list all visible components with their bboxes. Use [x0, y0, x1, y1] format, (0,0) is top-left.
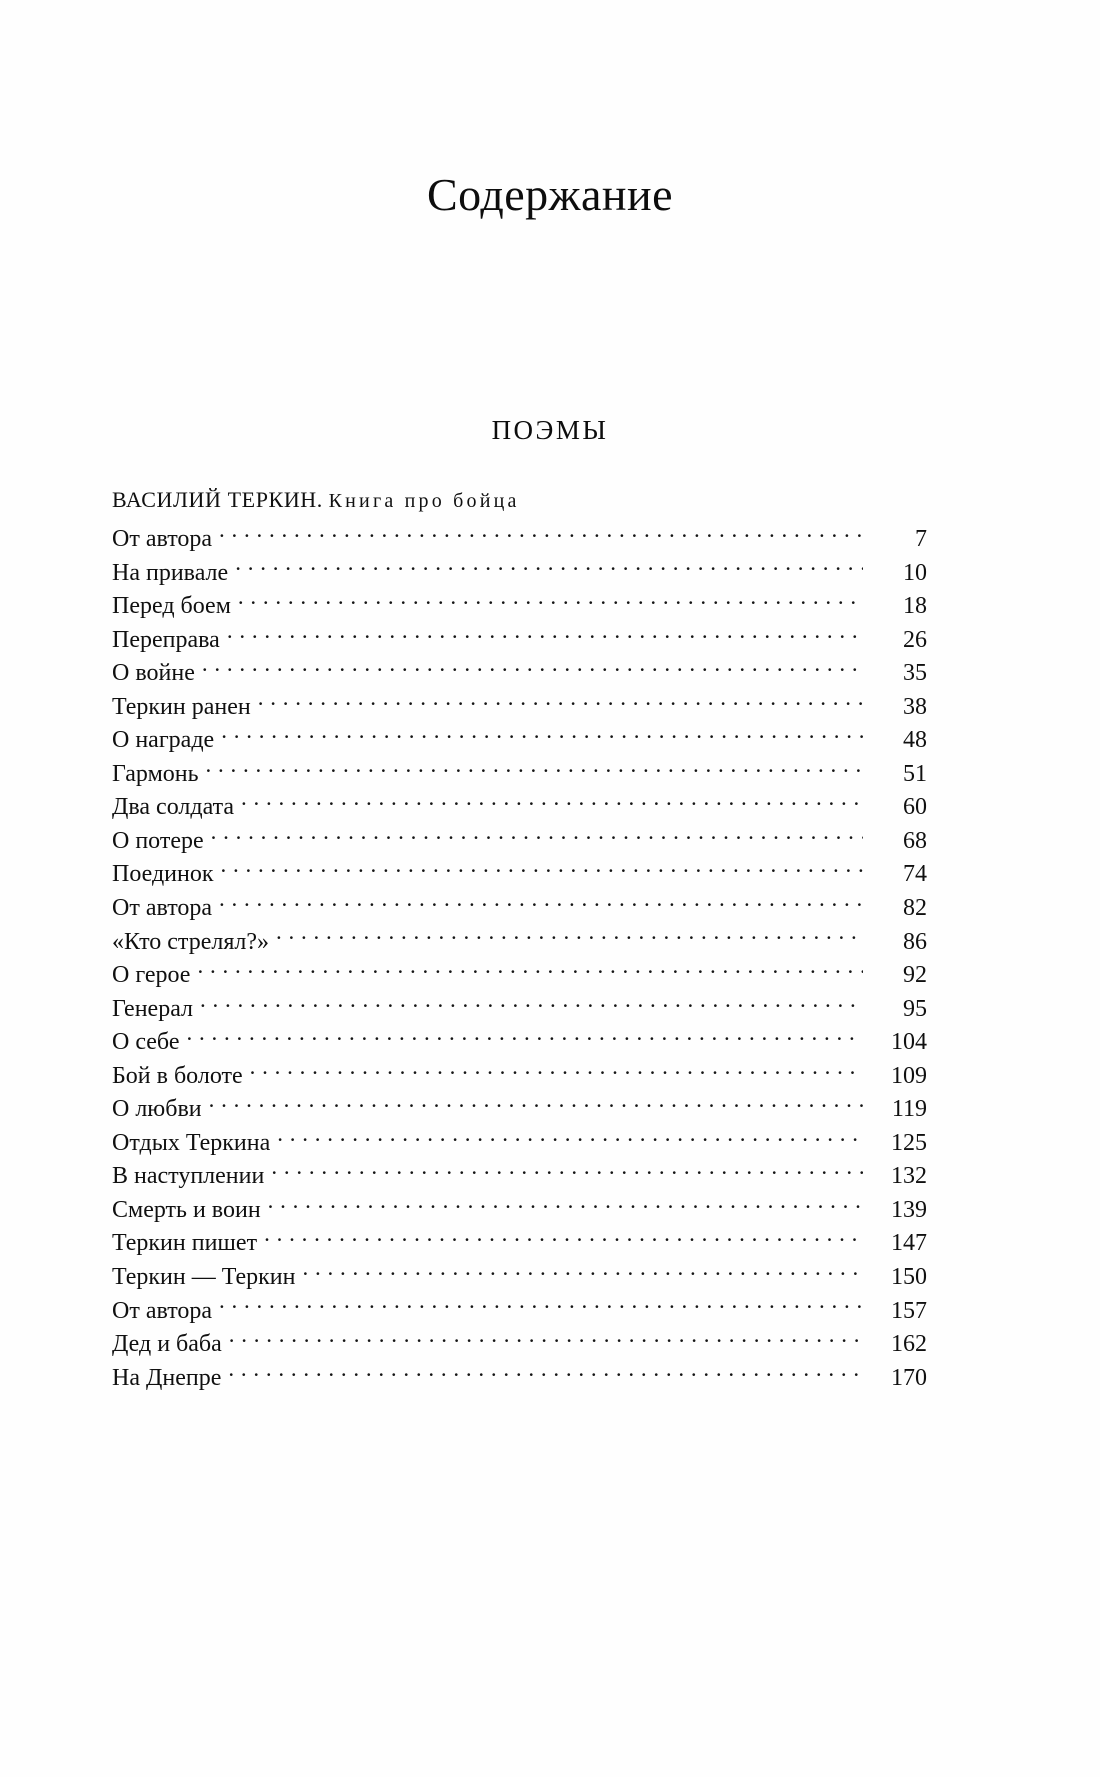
toc-entry-label: От автора: [112, 895, 213, 922]
toc-leader-dots: [264, 1226, 863, 1250]
toc-entry-label: О войне: [112, 660, 195, 687]
toc-entry-label: Перед боем: [112, 593, 231, 620]
toc-entry-page-number: 157: [891, 1297, 927, 1324]
toc-entry-page-number: 170: [891, 1364, 927, 1391]
toc-leader-dots: [271, 1159, 863, 1183]
toc-leader-dots: [211, 824, 863, 848]
toc-leader-dots: [209, 1092, 863, 1116]
toc-entry-label: Бой в болоте: [112, 1062, 243, 1089]
toc-leader-dots: [221, 857, 863, 881]
toc-entry-label: Гармонь: [112, 760, 199, 787]
toc-entry-label: О себе: [112, 1029, 180, 1056]
toc-entry-page-number: 150: [891, 1264, 927, 1291]
section-title: ПОЭМЫ: [491, 415, 609, 445]
toc-entry-label: Отдых Теркина: [112, 1129, 271, 1156]
toc-entry-label: На привале: [112, 559, 229, 586]
toc-entry-label: Переправа: [112, 626, 220, 653]
toc-entry[interactable]: [112, 925, 927, 959]
toc-entry-page-number: 162: [891, 1331, 927, 1358]
toc-entry[interactable]: [112, 1327, 927, 1361]
toc-entry[interactable]: [112, 1059, 927, 1093]
toc-entry-label: Дед и баба: [112, 1331, 222, 1358]
toc-entry-page-number: 51: [903, 760, 927, 787]
toc-leader-dots: [268, 1193, 863, 1217]
toc-entry[interactable]: [112, 824, 927, 858]
toc-entry-page-number: 109: [891, 1062, 927, 1089]
toc-entry-page-number: 82: [903, 895, 927, 922]
toc-entry-label: О любви: [112, 1096, 202, 1123]
toc-entry[interactable]: [112, 1193, 927, 1227]
toc-entry-page-number: 18: [903, 593, 927, 620]
toc-leader-dots: [258, 690, 863, 714]
toc-entry-page-number: 48: [903, 727, 927, 754]
toc-entry-page-number: 125: [891, 1129, 927, 1156]
toc-entry[interactable]: [112, 623, 927, 657]
toc-entry-page-number: 132: [891, 1163, 927, 1190]
toc-entry-page-number: 86: [903, 928, 927, 955]
toc-entry-label: Теркин пишет: [112, 1230, 258, 1257]
toc-entry[interactable]: [112, 1092, 927, 1126]
toc-entry-page-number: 104: [891, 1029, 927, 1056]
toc-leader-dots: [219, 891, 863, 915]
toc-entry[interactable]: [112, 1226, 927, 1260]
toc-entry[interactable]: [112, 1159, 927, 1193]
toc-entry-label: Смерть и воин: [112, 1196, 261, 1223]
page-title: Содержание: [426, 169, 674, 220]
toc-leader-dots: [197, 958, 863, 982]
toc-entry[interactable]: [112, 556, 927, 590]
toc-entry-label: От автора: [112, 1297, 213, 1324]
toc-entry-page-number: 139: [891, 1196, 927, 1223]
table-of-contents: [112, 487, 927, 1394]
toc-group-subtitle: Книга про бойца: [328, 490, 520, 512]
toc-entry-label: Теркин — Теркин: [112, 1264, 296, 1291]
toc-leader-dots: [235, 556, 863, 580]
toc-entry-page-number: 38: [903, 693, 927, 720]
toc-entry-page-number: 26: [903, 626, 927, 653]
toc-leader-dots: [229, 1327, 863, 1351]
toc-entry-page-number: 147: [891, 1230, 927, 1257]
toc-group-heading: [112, 487, 927, 513]
toc-entry[interactable]: [112, 656, 927, 690]
toc-entry[interactable]: [112, 992, 927, 1026]
toc-entry-page-number: 68: [903, 827, 927, 854]
toc-entry[interactable]: [112, 1126, 927, 1160]
toc-leader-dots: [277, 1126, 863, 1150]
toc-entry-label: От автора: [112, 526, 213, 552]
toc-entry[interactable]: [112, 857, 927, 891]
toc-entry[interactable]: [112, 1361, 927, 1395]
toc-entry-label: Генерал: [112, 995, 194, 1022]
toc-entry-page-number: 10: [903, 559, 927, 586]
toc-entry[interactable]: [112, 589, 927, 623]
toc-entry-page-number: 60: [903, 794, 927, 821]
toc-entry-page-number: 119: [891, 1096, 927, 1123]
toc-entry-label: О награде: [112, 727, 215, 754]
toc-entry[interactable]: [112, 891, 927, 925]
toc-entry[interactable]: [112, 522, 927, 556]
toc-entry[interactable]: [112, 757, 927, 791]
toc-entry-label: Два солдата: [112, 794, 235, 821]
toc-entry-label: О потере: [112, 827, 204, 854]
toc-leader-dots: [202, 656, 863, 680]
toc-group-main-title: ВАСИЛИЙ ТЕРКИН.: [112, 487, 323, 512]
toc-entry-label: В наступлении: [112, 1163, 265, 1190]
toc-leader-dots: [219, 1294, 863, 1318]
toc-entry[interactable]: [112, 1025, 927, 1059]
toc-entry-page-number: 7: [915, 526, 927, 552]
toc-entry-label: О герое: [112, 962, 191, 989]
toc-entry-page-number: 35: [903, 660, 927, 687]
toc-leader-dots: [303, 1260, 864, 1284]
toc-entry[interactable]: [112, 790, 927, 824]
toc-entry-page-number: 74: [903, 861, 927, 888]
toc-entry[interactable]: [112, 690, 927, 724]
toc-leader-dots: [200, 992, 863, 1016]
toc-entry-label: На Днепре: [112, 1364, 222, 1391]
toc-entry-label: Поединок: [112, 861, 214, 888]
toc-leader-dots: [219, 522, 863, 546]
toc-entry-label: «Кто стрелял?»: [112, 928, 269, 955]
toc-leader-dots: [250, 1059, 863, 1083]
toc-entry-page-number: 95: [903, 995, 927, 1022]
toc-leader-dots: [241, 790, 863, 814]
toc-entry[interactable]: [112, 1294, 927, 1328]
toc-leader-dots: [228, 1361, 863, 1385]
toc-leader-dots: [186, 1025, 863, 1049]
toc-entry-label: Теркин ранен: [112, 693, 251, 720]
toc-entry[interactable]: [112, 958, 927, 992]
toc-entry[interactable]: [112, 1260, 927, 1294]
toc-leader-dots: [206, 757, 863, 781]
toc-leader-dots: [221, 723, 863, 747]
toc-entry[interactable]: [112, 723, 927, 757]
toc-entry-page-number: 92: [903, 962, 927, 989]
toc-leader-dots: [238, 589, 863, 613]
toc-leader-dots: [227, 623, 863, 647]
toc-leader-dots: [276, 925, 863, 949]
